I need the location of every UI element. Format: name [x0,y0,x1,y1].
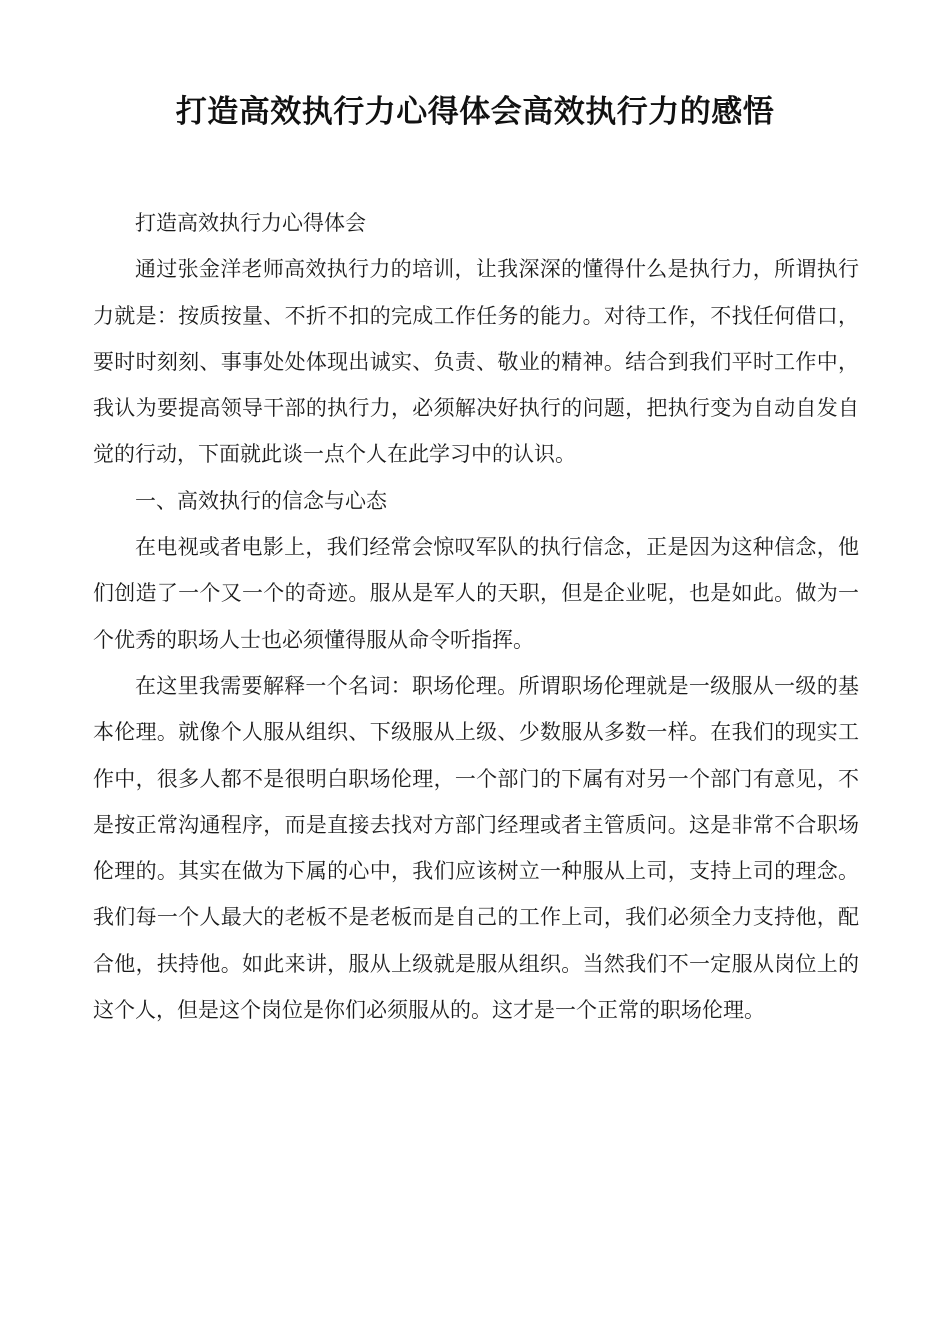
document-title: 打造高效执行力心得体会高效执行力的感悟 [175,94,775,130]
paragraph-intro: 通过张金洋老师高效执行力的培训，让我深深的懂得什么是执行力，所谓执行力就是：按质按量、不折不扣的完成工作任务的能力。对待工作，不找任何借口，要时时刻刻、事事处处体现出诚实、负责、敬业的精神。结合到我们平时工作中，我认为要提高领导干部的执行力，必须解决好执行的问题，把执行变为自动自发自觉的行动，下面就此谈一点个人在此学习中的认识。 [93,257,859,467]
paragraph-workplace-ethics: 在这里我需要解释一个名词：职场伦理。所谓职场伦理就是一级服从一级的基本伦理。就像个人服从组织、下级服从上级、少数服从多数一样。在我们的现实工作中，很多人都不是很明白职场伦理，一个部门的下属有对另一个部门有意见，不是按正常沟通程序，而是直接去找对方部门经理或者主管质问。这是非常不合职场伦理的。其实在做为下属的心中，我们应该树立一种服从上司，支持上司的理念。我们每一个人最大的老板不是老板而是自己的工作上司，我们必须全力支持他，配合他，扶持他。如此来讲，服从上级就是服从组织。当然我们不一定服从岗位上的这个人，但是这个岗位是你们必须服从的。这才是一个正常的职场伦理。 [93,673,859,1023]
document-body [93,200,859,1033]
section-heading: 一、高效执行的信念与心态 [135,488,387,513]
paragraph-subtitle: 打造高效执行力心得体会 [135,211,366,235]
paragraph-military-belief: 在电视或者电影上，我们经常会惊叹军队的执行信念，正是因为这种信念，他们创造了一个又一个的奇迹。服从是军人的天职，但是企业呢，也是如此。做为一个优秀的职场人士也必须懂得服从命令听指挥。 [93,535,859,652]
